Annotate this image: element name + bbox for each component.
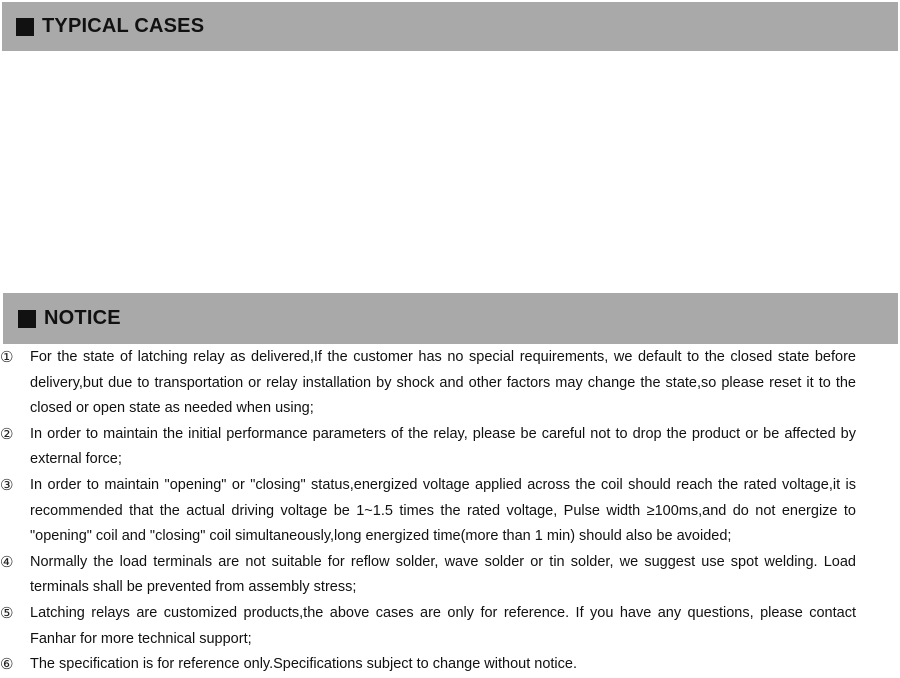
notice-item: [0, 550, 900, 601]
notice-item-number: ①: [0, 348, 14, 366]
notice-item-number: ④: [0, 552, 14, 571]
notice-title: NOTICE: [44, 307, 121, 329]
notice-item-text: The specification is for reference only.Specifications subject to change without notice.: [30, 656, 577, 673]
notice-item: [0, 422, 900, 473]
notice-list: [0, 345, 900, 678]
notice-item: [0, 473, 900, 550]
black-square-icon: [18, 310, 36, 328]
notice-item: [0, 345, 900, 422]
notice-header: [3, 293, 898, 344]
typical-cases-header: [2, 2, 898, 51]
notice-item-text: For the state of latching relay as delivered,If the customer has no special requirements, we default to the closed state before delivery,but due to transportation or relay installation by shock and other factors may change the state,so please reset it to the closed or open state as needed when using;: [30, 349, 856, 417]
typical-cases-title: TYPICAL CASES: [42, 15, 205, 37]
notice-item-text: Normally the load terminals are not suitable for reflow solder, wave solder or tin solder, we suggest use spot welding. Load terminals shall be prevented from assembly stress;: [30, 553, 856, 596]
notice-item-number: ⑤: [0, 603, 14, 622]
notice-item: [0, 601, 900, 652]
notice-item-text: Latching relays are customized products,the above cases are only for reference. If you have any questions, please contact Fanhar for more technical support;: [30, 604, 856, 647]
black-square-icon: [16, 18, 34, 36]
notice-item-text: In order to maintain "opening" or "closing" status,energized voltage applied across the coil should reach the rated voltage,it is recommended that the actual driving voltage be 1~1.5 times the rated voltage, Pulse width ≥100ms,and do not energize to "opening" coil and "closing" coil simultaneously,long energized time(more than 1 min) should also be avoided;: [30, 476, 856, 545]
notice-item: [0, 652, 900, 678]
notice-item-number: ③: [0, 475, 14, 494]
notice-item-number: ②: [0, 424, 14, 443]
notice-item-number: ⑥: [0, 655, 14, 674]
notice-item-text: In order to maintain the initial performance parameters of the relay, please be careful not to drop the product or be affected by external force;: [30, 425, 856, 468]
typical-cases-content: [2, 51, 898, 293]
